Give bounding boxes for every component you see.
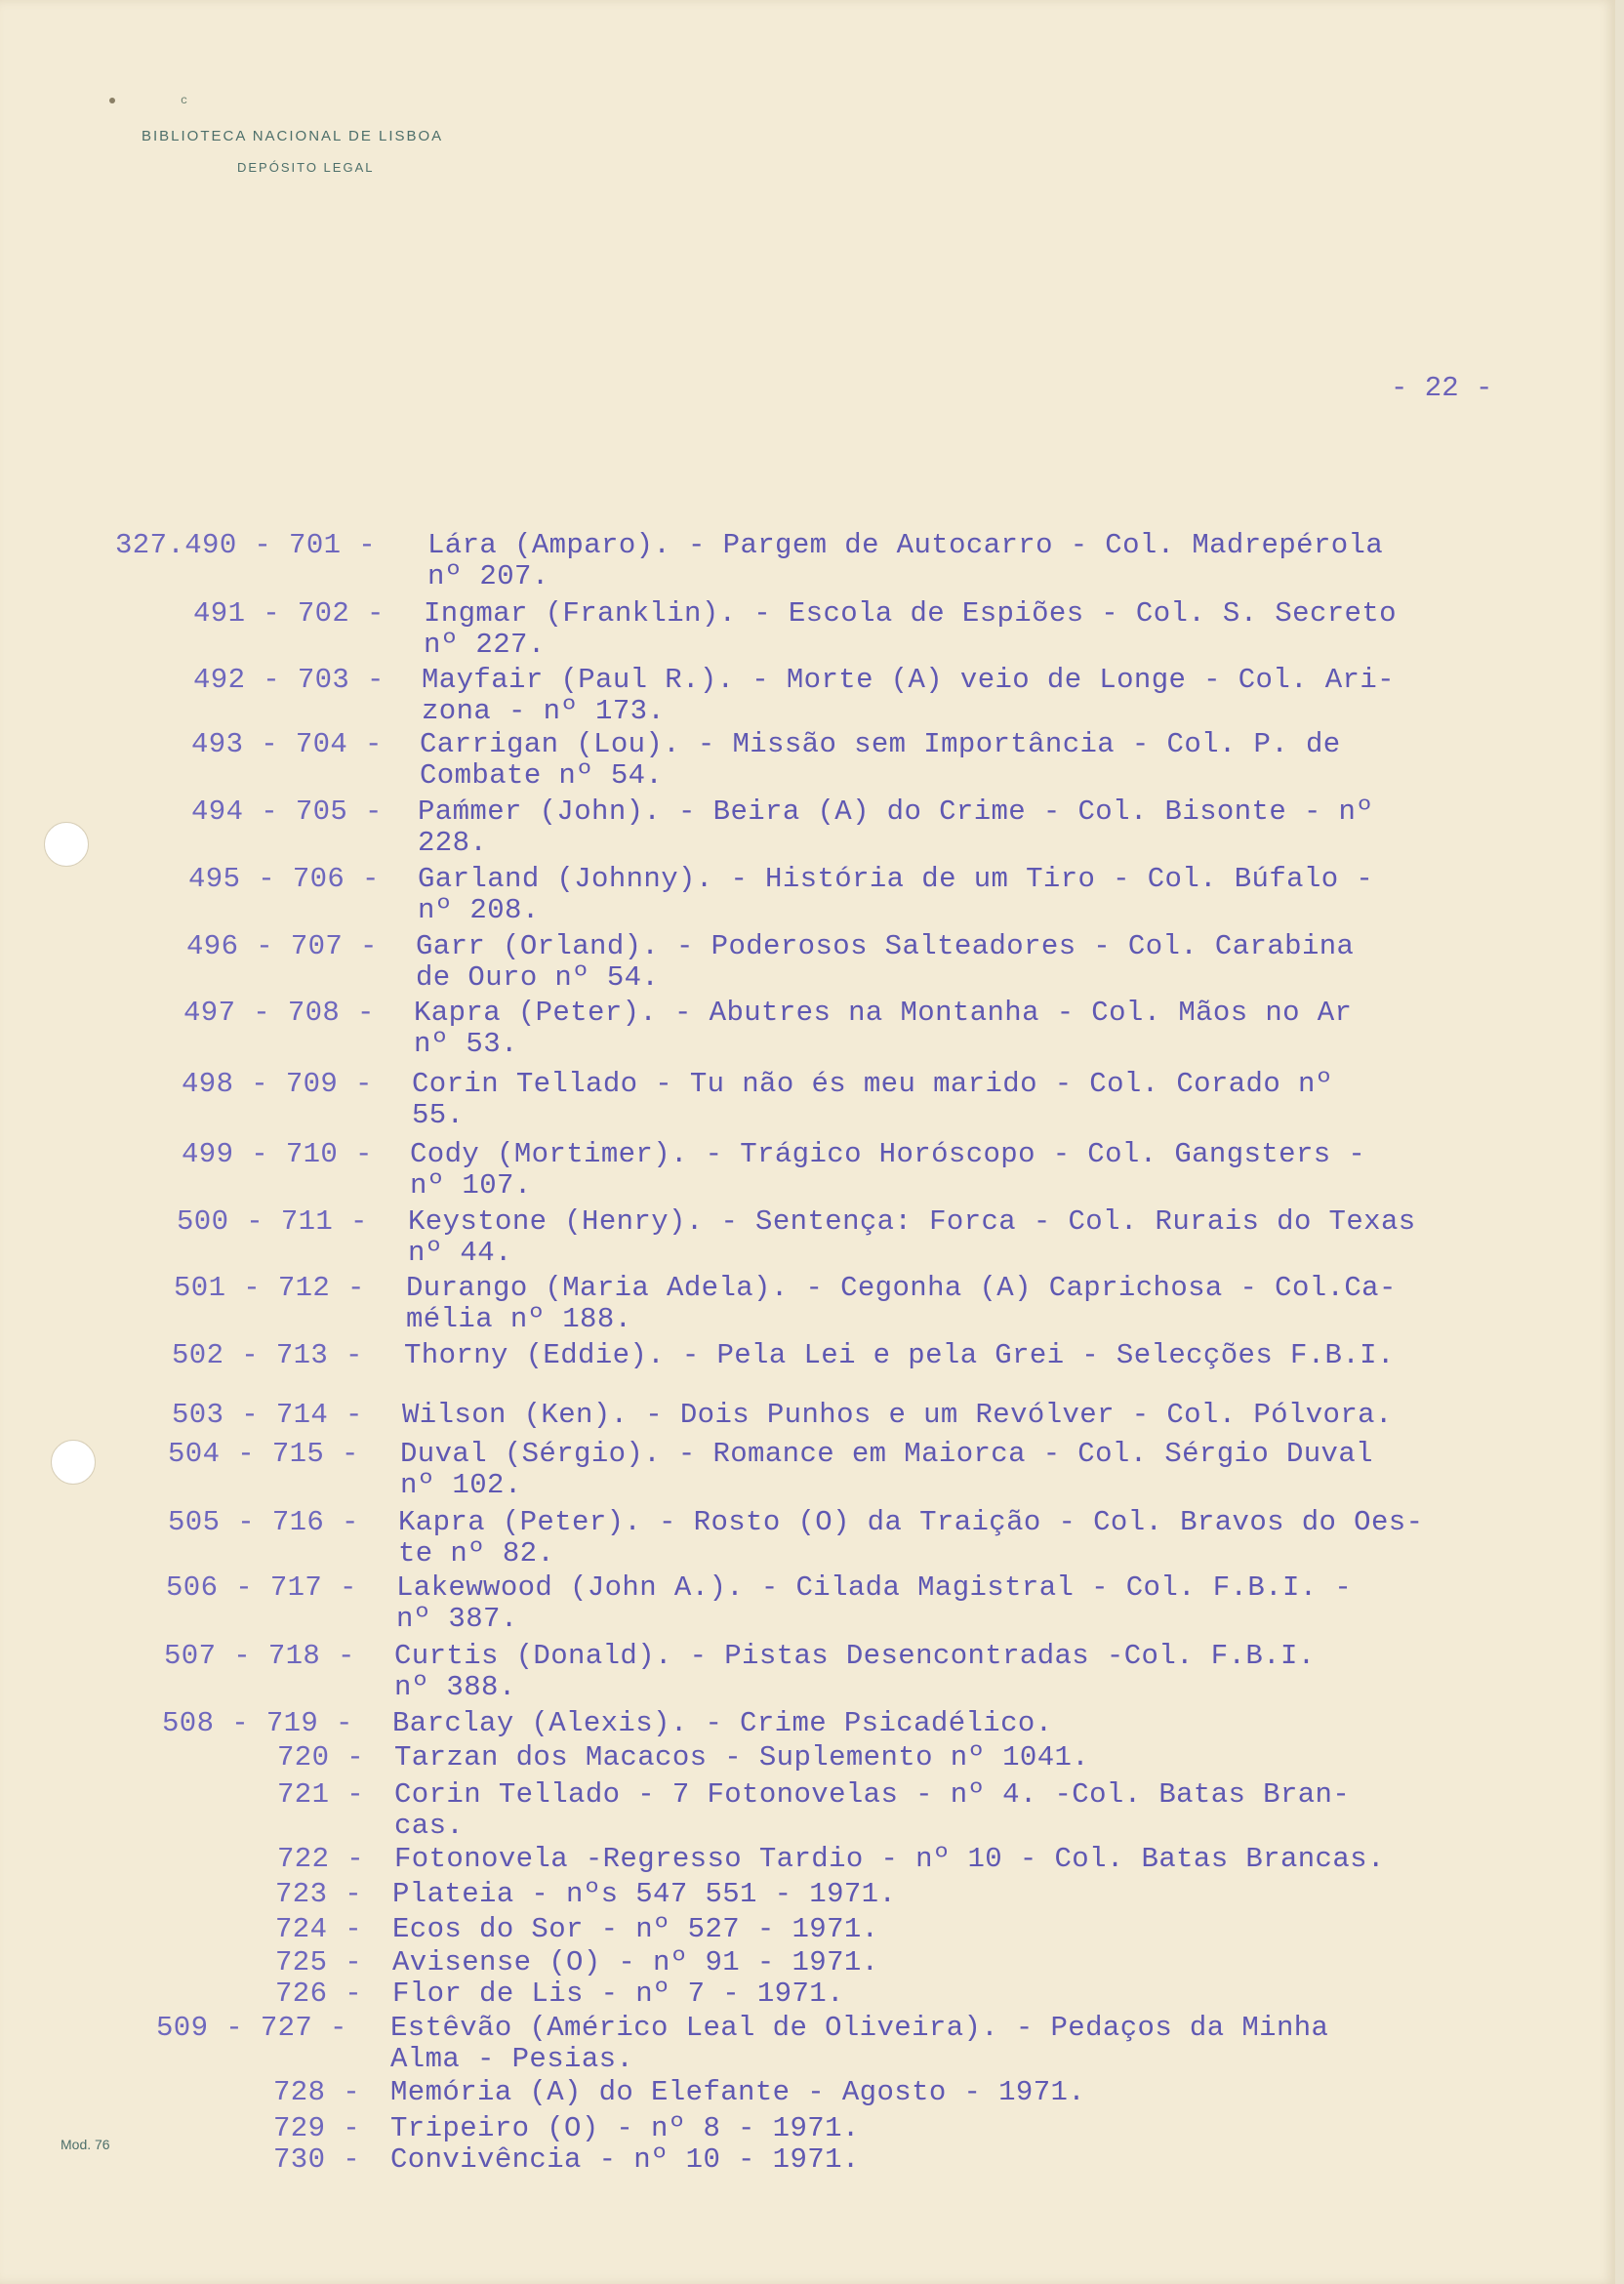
entry-text: Mayfair (Paul R.). - Morte (A) veio de Longe - Col. Ari- — [422, 664, 1395, 696]
department-header: DEPÓSITO LEGAL — [237, 160, 375, 175]
entry-text: Paḿmer (John). - Beira (A) do Crime - Col. Bisonte - nº — [418, 795, 1374, 828]
entry-text: Barclay (Alexis). - Crime Psicadélico. — [392, 1707, 1053, 1739]
entry-number: 498 - 709 - — [182, 1068, 373, 1100]
page-number: - 22 - — [1391, 372, 1493, 404]
entry-number: 726 - — [275, 1978, 363, 2010]
entry-text: Lakewwood (John A.). - Cilada Magistral - Col. F.B.I. - — [396, 1571, 1353, 1604]
entry-text: Fotonovela -Regresso Tardio - nº 10 - Col. Batas Brancas. — [394, 1843, 1385, 1875]
entry-text: Tripeiro (O) - nº 8 - 1971. — [390, 2112, 860, 2144]
entry-number: 507 - 718 - — [164, 1640, 355, 1672]
entry-text: Thorny (Eddie). - Pela Lei e pela Grei - Selecções F.B.I. — [404, 1339, 1395, 1371]
entry-continuation: 55. — [412, 1099, 465, 1131]
entry-number: 499 - 710 - — [182, 1138, 373, 1170]
entry-text: Corin Tellado - Tu não és meu marido - Col. Corado nº — [412, 1068, 1333, 1100]
entry-text: Garr (Orland). - Poderosos Salteadores - Col. Carabina — [416, 930, 1355, 962]
entry-continuation: Alma - Pesias. — [390, 2043, 634, 2075]
entry-continuation: nº 207. — [427, 560, 549, 592]
entry-number: 721 - — [277, 1778, 365, 1811]
entry-text: Corin Tellado - 7 Fotonovelas - nº 4. -Col. Batas Bran- — [394, 1778, 1351, 1811]
entry-continuation: mélia nº 188. — [406, 1303, 632, 1335]
entry-number: 496 - 707 - — [186, 930, 378, 962]
entry-continuation: nº 208. — [418, 894, 540, 926]
entry-text: Kapra (Peter). - Rosto (O) da Traição - Col. Bravos do Oes- — [398, 1506, 1424, 1538]
entry-continuation: nº 53. — [414, 1028, 518, 1060]
entry-text: Keystone (Henry). - Sentença: Forca - Col. Rurais do Texas — [408, 1205, 1416, 1238]
entry-number: 722 - — [277, 1843, 365, 1875]
entry-text: Durango (Maria Adela). - Cegonha (A) Caprichosa - Col.Ca- — [406, 1272, 1397, 1304]
entry-text: Lára (Amparo). - Pargem de Autocarro - Col. Madrepérola — [427, 529, 1384, 561]
entry-continuation: nº 107. — [410, 1169, 532, 1202]
entry-text: Flor de Lis - nº 7 - 1971. — [392, 1978, 844, 2010]
entry-continuation: nº 227. — [424, 629, 546, 661]
entry-number: 729 - — [273, 2112, 361, 2144]
entry-text: Carrigan (Lou). - Missão sem Importância - Col. P. de — [420, 728, 1341, 760]
entry-number: 494 - 705 - — [191, 795, 383, 828]
entry-number: 725 - — [275, 1946, 363, 1978]
entry-text: Duval (Sérgio). - Romance em Maiorca - Col. Sérgio Duval — [400, 1438, 1373, 1470]
entry-continuation: nº 388. — [394, 1671, 516, 1703]
entry-text: Ecos do Sor - nº 527 - 1971. — [392, 1913, 879, 1945]
stray-mark: c — [181, 94, 188, 107]
entry-number: 495 - 706 - — [188, 863, 380, 895]
entry-number: 728 - — [273, 2076, 361, 2108]
entry-number: 509 - 727 - — [156, 2012, 347, 2044]
entry-text: Estêvão (Américo Leal de Oliveira). - Pedaços da Minha — [390, 2012, 1329, 2044]
entry-continuation: nº 387. — [396, 1603, 518, 1635]
entry-number: 501 - 712 - — [174, 1272, 365, 1304]
entry-number: 730 - — [273, 2143, 361, 2176]
entry-number: 327.490 - 701 - — [115, 529, 377, 561]
entry-number: 724 - — [275, 1913, 363, 1945]
entry-number: 504 - 715 - — [168, 1438, 359, 1470]
entry-number: 505 - 716 - — [168, 1506, 359, 1538]
entry-text: Convivência - nº 10 - 1971. — [390, 2143, 860, 2176]
entry-continuation: nº 102. — [400, 1469, 522, 1501]
entry-number: 720 - — [277, 1741, 365, 1774]
entry-text: Garland (Johnny). - História de um Tiro - Col. Búfalo - — [418, 863, 1374, 895]
entry-continuation: de Ouro nº 54. — [416, 961, 660, 994]
entry-number: 506 - 717 - — [166, 1571, 357, 1604]
entry-text: Memória (A) do Elefante - Agosto - 1971. — [390, 2076, 1086, 2108]
entry-text: Curtis (Donald). - Pistas Desencontradas -Col. F.B.I. — [394, 1640, 1316, 1672]
entry-continuation: nº 44. — [408, 1237, 512, 1269]
entry-number: 491 - 702 - — [193, 597, 385, 630]
entry-text: Tarzan dos Macacos - Suplemento nº 1041. — [394, 1741, 1090, 1774]
entry-text: Kapra (Peter). - Abutres na Montanha - Col. Mãos no Ar — [414, 997, 1353, 1029]
entry-number: 497 - 708 - — [183, 997, 375, 1029]
entry-text: Plateia - nºs 547 551 - 1971. — [392, 1878, 897, 1910]
entry-continuation: Combate nº 54. — [420, 759, 664, 792]
entry-continuation: zona - nº 173. — [422, 695, 666, 727]
entry-number: 508 - 719 - — [162, 1707, 353, 1739]
entry-number: 493 - 704 - — [191, 728, 383, 760]
entry-text: Cody (Mortimer). - Trágico Horóscopo - Col. Gangsters - — [410, 1138, 1366, 1170]
entry-number: 503 - 714 - — [172, 1399, 363, 1431]
entry-continuation: cas. — [394, 1810, 465, 1842]
entry-continuation: 228. — [418, 827, 488, 859]
entry-continuation: te nº 82. — [398, 1537, 555, 1570]
form-code: Mod. 76 — [61, 2137, 110, 2152]
entry-text: Wilson (Ken). - Dois Punhos e um Revólver - Col. Pólvora. — [402, 1399, 1393, 1431]
entry-number: 492 - 703 - — [193, 664, 385, 696]
entry-number: 502 - 713 - — [172, 1339, 363, 1371]
entry-number: 723 - — [275, 1878, 363, 1910]
library-header: BIBLIOTECA NACIONAL DE LISBOA — [142, 128, 444, 144]
entry-text: Avisense (O) - nº 91 - 1971. — [392, 1946, 879, 1978]
entry-number: 500 - 711 - — [177, 1205, 368, 1238]
entry-text: Ingmar (Franklin). - Escola de Espiões - Col. S. Secreto — [424, 597, 1397, 630]
